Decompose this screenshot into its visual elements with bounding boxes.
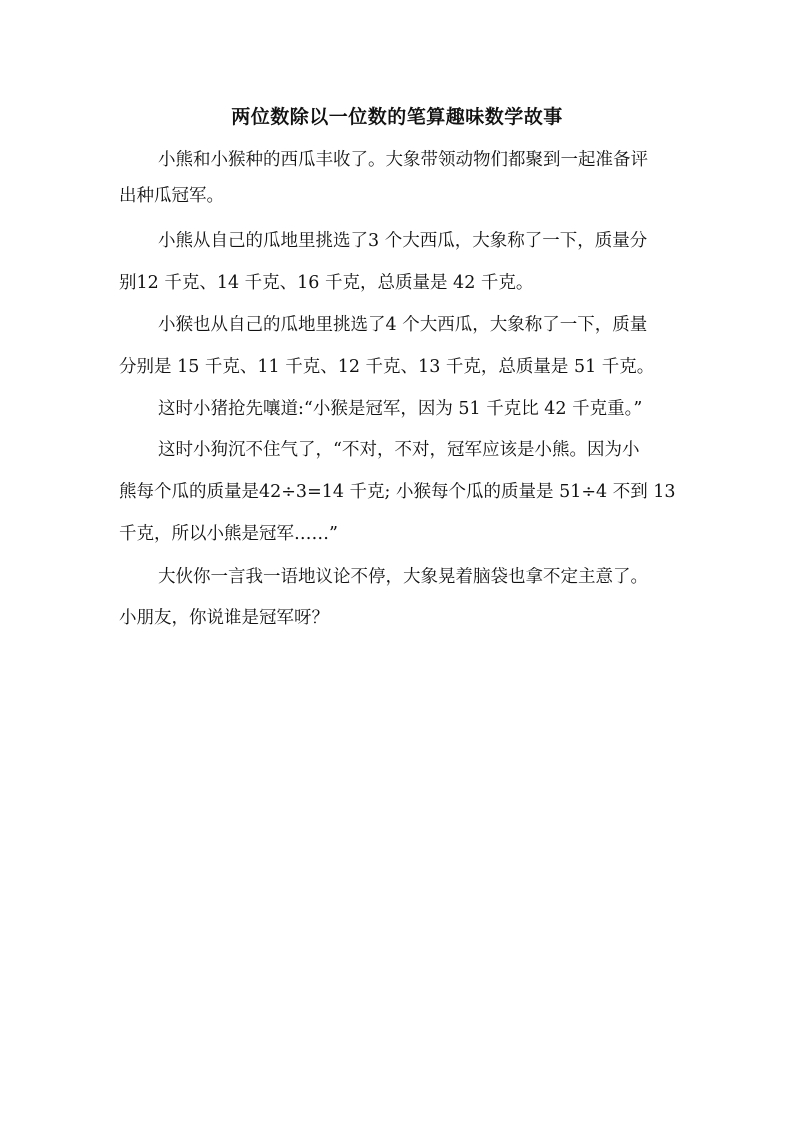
story-line-12: 小朋友，你说谁是冠军呀？ [119, 608, 329, 628]
document-title: 两位数除以一位数的笔算趣味数学故事 [231, 106, 563, 128]
story-line-8: 这时小狗沉不住气了，“不对，不对，冠军应该是小熊。因为小 [158, 440, 640, 460]
story-line-2: 出种瓜冠军。 [119, 186, 224, 206]
story-line-6: 分别是 15 千克、11 千克、12 千克、13 千克，总质量是 51 千克。 [119, 357, 655, 377]
story-line-7: 这时小猪抢先嚷道:“小猴是冠军，因为 51 千克比 42 千克重。” [158, 399, 643, 419]
story-line-9: 熊每个瓜的质量是42÷3=14 千克; 小猴每个瓜的质量是 51÷4 不到 13 [119, 482, 676, 502]
story-line-3: 小熊从自己的瓜地里挑选了3 个大西瓜，大象称了一下，质量分 [158, 231, 648, 251]
story-line-5: 小猴也从自己的瓜地里挑选了4 个大西瓜，大象称了一下，质量 [158, 315, 648, 335]
story-line-4: 别12 千克、14 千克、16 千克，总质量是 42 千克。 [119, 273, 534, 293]
story-line-1: 小熊和小猴种的西瓜丰收了。大象带领动物们都聚到一起准备评 [158, 150, 648, 170]
story-line-10: 千克，所以小熊是冠军……” [119, 524, 338, 544]
story-line-11: 大伙你一言我一语地议论不停，大象晃着脑袋也拿不定主意了。 [158, 567, 648, 587]
